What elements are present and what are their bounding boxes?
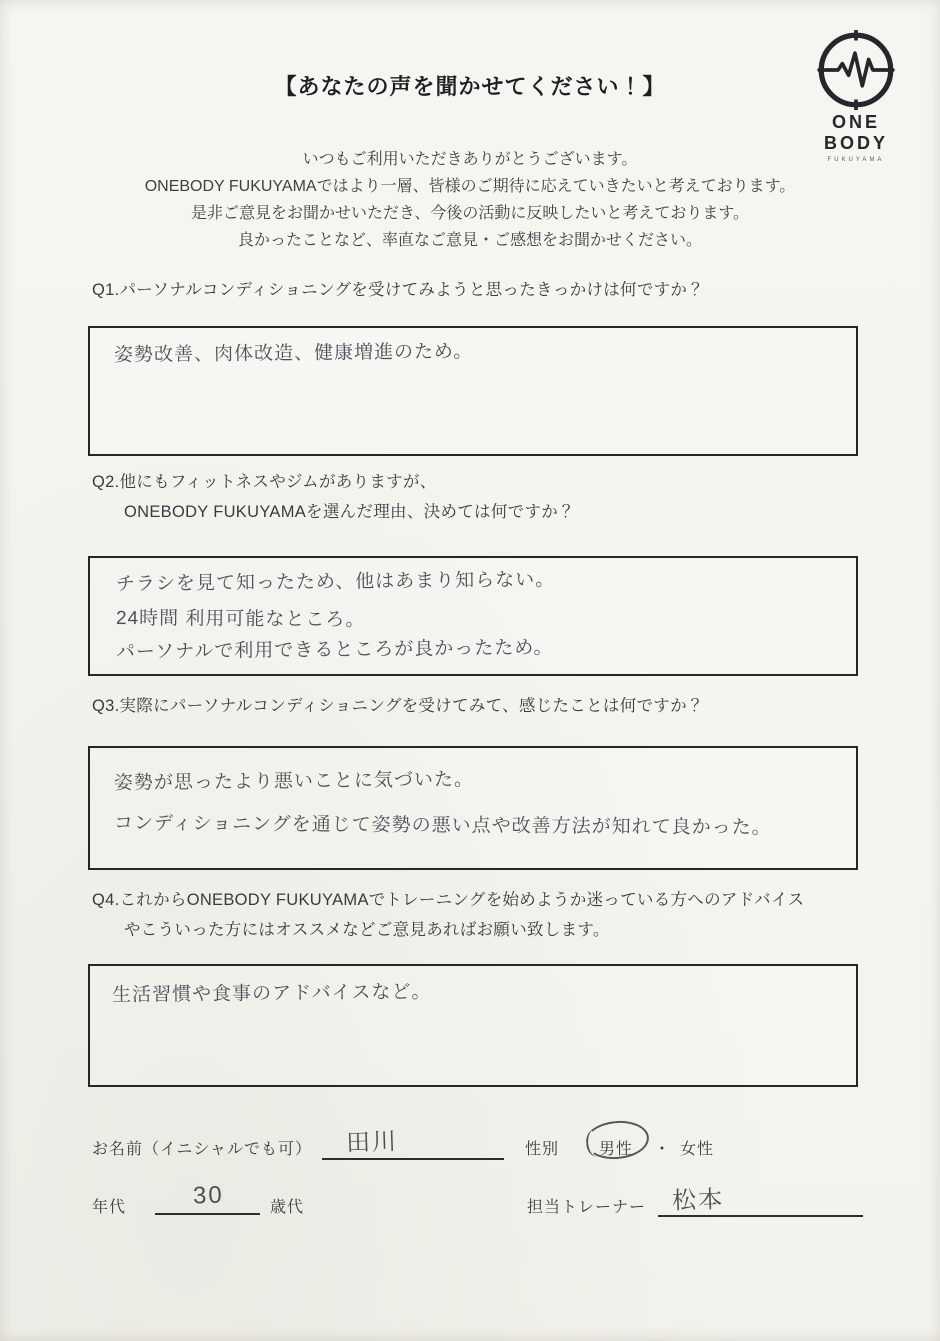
handwritten-answer-line: コンディショニングを通じて姿勢の悪い点や改善方法が知れて良かった。 <box>113 813 772 839</box>
age-suffix: 歳代 <box>270 1199 305 1216</box>
brand-name: ONE BODY <box>823 112 888 153</box>
question-4-label-line2: やこういった方にはオススメなどご意見あればお願い致します。 <box>124 921 610 939</box>
age-underline <box>155 1213 260 1215</box>
intro-line: ONEBODY FUKUYAMAではより一層、皆様のご期待に応えていきたいと考えております。 <box>144 178 796 195</box>
handwritten-answer-line: 生活習慣や食事のアドバイスなど。 <box>111 981 432 1006</box>
intro-line: いつもご利用いただきありがとうございます。 <box>302 151 638 168</box>
name-underline <box>322 1158 504 1160</box>
handwritten-name-value: 田川 <box>345 1128 399 1157</box>
gender-separator: ・ <box>654 1141 672 1158</box>
page-title: 【あなたの声を聞かせてください！】 <box>274 74 666 99</box>
question-4-answer-box <box>88 964 858 1087</box>
question-1-label: Q1.パーソナルコンディショニングを受けてみようと思ったきっかけは何ですか？ <box>92 281 705 299</box>
brand-subtitle: FUKUYAMA <box>827 157 885 163</box>
question-2-label: Q2.他にもフィットネスやジムがありますが、 <box>92 473 437 491</box>
handwritten-age-value: 30 <box>192 1181 225 1210</box>
gender-option-female: 女性 <box>680 1141 715 1158</box>
trainer-label: 担当トレーナー <box>527 1199 647 1216</box>
handwritten-trainer-value: 松本 <box>671 1186 725 1215</box>
intro-line: 良かったことなど、率直なご意見・ご感想をお聞かせください。 <box>237 232 702 249</box>
intro-line: 是非ご意見をお聞かせいただき、今後の活動に反映したいと考えております。 <box>190 205 750 222</box>
male-selected-circle-mark <box>583 1118 650 1161</box>
gender-label: 性別 <box>525 1141 560 1158</box>
question-2-label-line2: ONEBODY FUKUYAMAを選んだ理由、決めては何ですか？ <box>124 503 575 521</box>
question-4-label: Q4.これからONEBODY FUKUYAMAでトレーニングを始めようか迷っている方へのアドバイス <box>92 891 805 909</box>
handwritten-answer-line: 24時間 利用可能なところ。 <box>115 608 366 631</box>
question-3-label: Q3.実際にパーソナルコンディショニングを受けてみて、感じたことは何ですか？ <box>92 697 704 715</box>
question-1-answer-box <box>88 326 858 456</box>
handwritten-answer-line: パーソナルで利用できるところが良かったため。 <box>115 637 554 663</box>
handwritten-answer-line: チラシを見て知ったため、他はあまり知らない。 <box>115 569 556 595</box>
handwritten-answer-line: 姿勢が思ったより悪いことに気づいた。 <box>113 769 475 794</box>
question-3-answer-box <box>88 746 858 870</box>
age-label: 年代 <box>92 1199 127 1216</box>
question-2-answer-box <box>88 556 858 676</box>
intro-text <box>0 146 940 254</box>
name-label: お名前（イニシャルでも可） <box>92 1141 313 1158</box>
handwritten-answer-line: 姿勢改善、肉体改造、健康増進のため。 <box>113 341 474 366</box>
gender-option-male: 男性 <box>599 1141 634 1158</box>
